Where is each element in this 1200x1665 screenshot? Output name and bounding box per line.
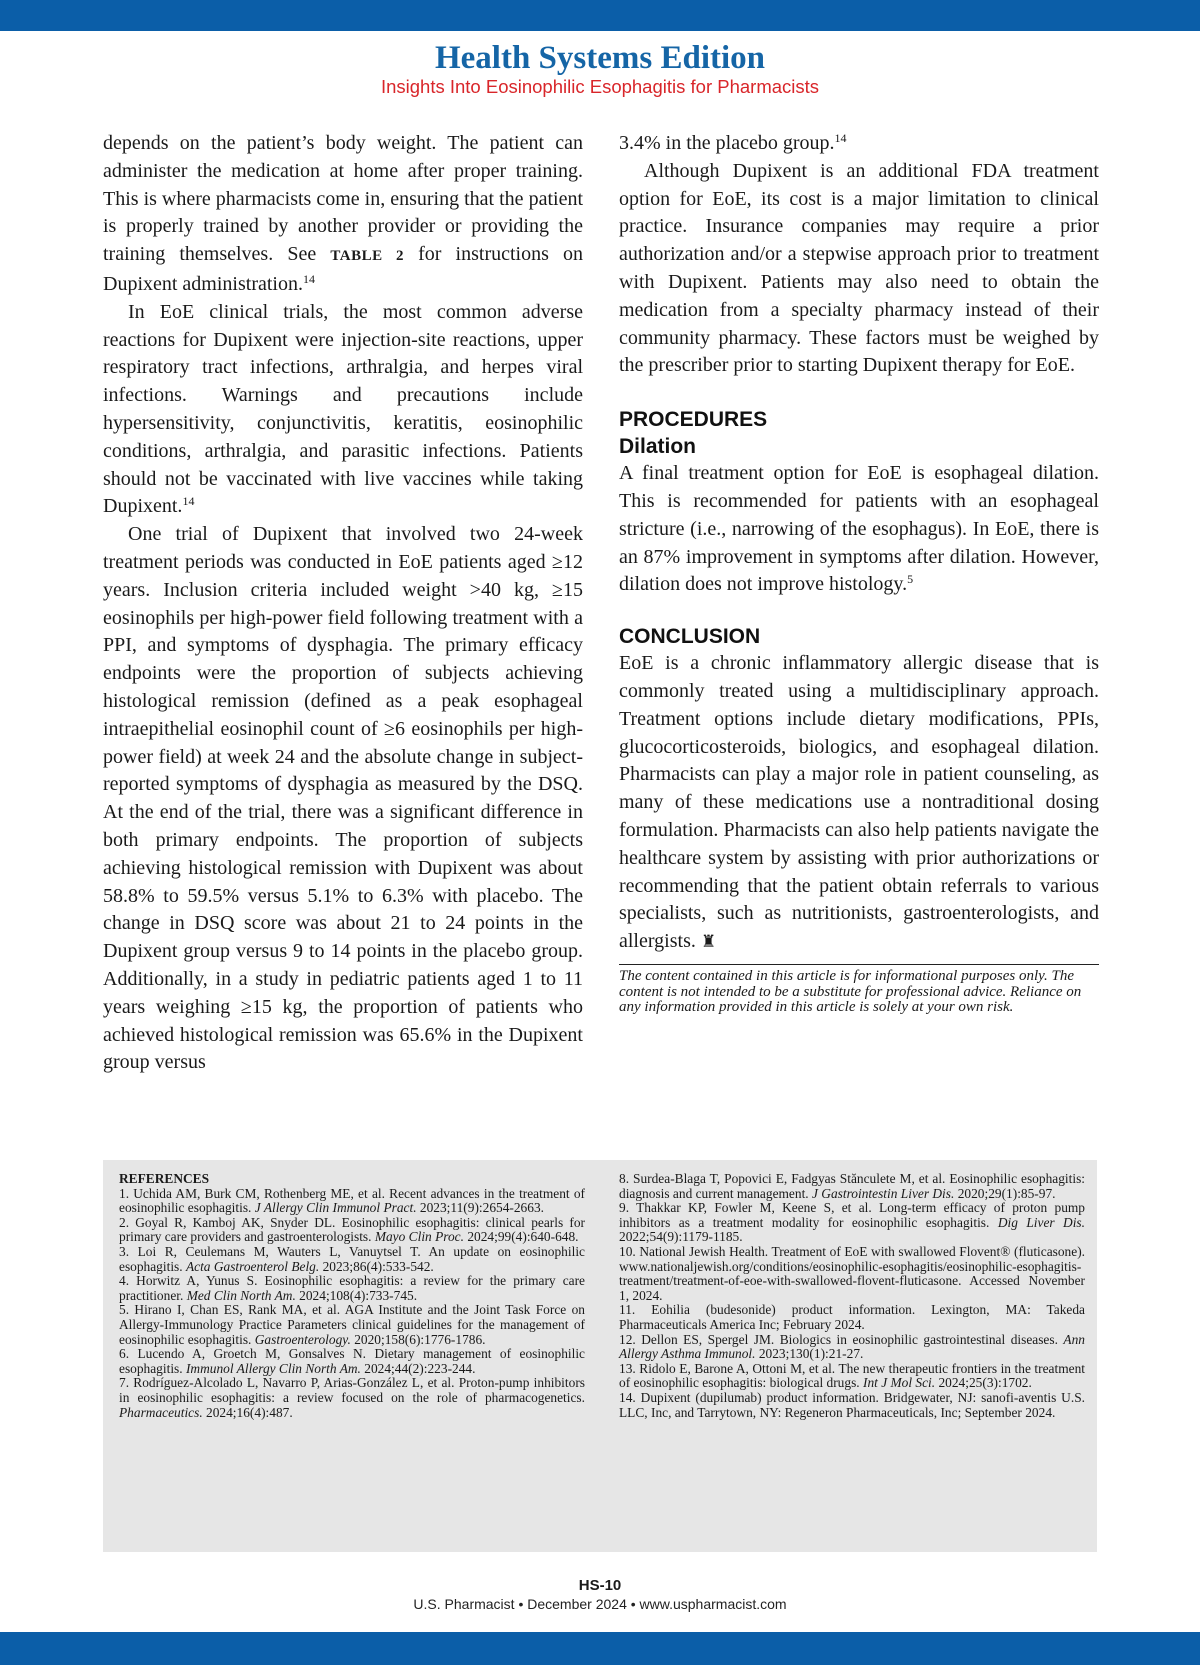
disclaimer: The content contained in this article is for informational purposes only. The content is not intended to be a substitute for professional advice. Reliance on any information provided in this article is solely at your own risk.: [619, 964, 1099, 1016]
reference-item: 8. Surdea-Blaga T, Popovici E, Fadgyas Stănculete M, et al. Eosinophilic esophagitis: diagnosis and current management. J Gastrointestin Liver Dis. 2020;29(1):85-97.: [619, 1171, 1085, 1201]
end-of-article-icon: ♜: [700, 932, 717, 953]
reference-item: 13. Ridolo E, Barone A, Ottoni M, et al. The new therapeutic frontiers in the treatment of eosinophilic esophagitis: biological drugs. Int J Mol Sci. 2024;25(3):1702.: [619, 1360, 1085, 1391]
reference-item: 12. Dellon ES, Spergel JM. Biologics in eosinophilic gastrointestinal diseases. Ann Allergy Asthma Immunol. 2023;130(1):21-27.: [619, 1331, 1085, 1362]
journal-name: J Gastrointestin Liver Dis.: [812, 1185, 955, 1201]
citation: 14: [182, 494, 195, 509]
conclusion-heading: CONCLUSION: [619, 625, 761, 649]
page-number: HS-10: [578, 1577, 622, 1594]
table-reference-link: TABLE 2: [330, 248, 404, 265]
references-box: [103, 1160, 1097, 1552]
article-subtitle: Insights Into Eosinophilic Esophagitis for Pharmacists: [380, 76, 820, 97]
paragraph: Although Dupixent is an additional FDA treatment option for EoE, its cost is a major limitation to clinical practice. Insurance companies may require a prior authorization and/or a stepwise approach prior to treatment with Dupixent. Patients may also need to obtain the medication from a specialty pharmacy instead of their community pharmacy. These factors must be weighed by the prescriber prior to starting Dupixent therapy for EoE.: [619, 159, 1099, 377]
paragraph: A final treatment option for EoE is esophageal dilation. This is recommended for patients with an esophageal stricture (i.e., narrowing of the esophagus). In EoE, there is an 87% improvement in symptoms after dilation. However, dilation does not improve histology.$^5$: [619, 462, 1099, 596]
reference-item: 2. Goyal R, Kamboj AK, Snyder DL. Eosinophilic esophagitis: clinical pearls for primary care providers and gastroenterologists. Mayo Clin Proc. 2024;99(4):640-648.: [119, 1214, 585, 1245]
page-footer: [0, 1577, 1200, 1614]
reference-item: 11. Eohilia (budesonide) product information. Lexington, MA: Takeda Pharmaceuticals America Inc; February 2024.: [619, 1302, 1085, 1332]
journal-name: Immunol Allergy Clin North Am.: [185, 1360, 361, 1376]
journal-name: Acta Gastroenterol Belg.: [185, 1258, 320, 1274]
paragraph: depends on the patient’s body weight. The patient can administer the medication at home after proper training. This is where pharmacists come in, ensuring that the patient is properly trained by another provider or providing the training themselves. See TABLE 2 for instructions on Dupixent administration.$^{14}$: [103, 132, 584, 295]
edition-title: Health Systems Edition: [434, 40, 766, 76]
reference-item: 10. National Jewish Health. Treatment of EoE with swallowed Flovent® (fluticasone). www.nationaljewish.org/conditions/eosinophilic-esophagitis/eosinophilic-esophagitis-treatment/treatment-of-eoe-with-swallowed-flovent-fluticasone. Accessed November 1, 2024.: [619, 1243, 1085, 1303]
paragraph: One trial of Dupixent that involved two 24-week treatment periods was conducted in EoE patients aged ≥12 years. Inclusion criteria included weight >40 kg, ≥15 eosinophils per high-power field following treatment with a PPI, and symptoms of dysphagia. The primary efficacy endpoints were the proportion of subjects achieving histological remission (defined as a peak esophageal intraepithelial eosinophil count of ≥6 eosinophils per high-power field) at week 24 and the absolute change in subject-reported symptoms of dysphagia as measured by the DSQ. At the end of the trial, there was a significant difference in both primary endpoints. The proportion of subjects achieving histological remission with Dupixent was about 58.8% to 59.5% versus 5.1% to 6.3% with placebo. The change in DSQ score was about 21 to 24 points in the Dupixent group versus 9 to 14 points in the placebo group. Additionally, in a study in pediatric patients aged 1 to 11 years weighing ≥15 kg, the proportion of patients who achieved histological remission was 65.6% in the Dupixent group versus: [103, 523, 583, 1074]
citation: 14: [302, 271, 315, 286]
journal-name: J Allergy Clin Immunol Pract.: [254, 1200, 417, 1216]
procedures-heading: PROCEDURES: [619, 408, 768, 432]
dilation-subheading: Dilation: [619, 435, 696, 459]
top-color-bar: [0, 0, 1200, 31]
journal-name: Ann Allergy Asthma Immunol.: [619, 1331, 1085, 1362]
paragraph: In EoE clinical trials, the most common adverse reactions for Dupixent were injection-site reactions, upper respiratory tract infections, arthralgia, and herpes viral infections. Warnings and precautions include hypersensitivity, conjunctivitis, keratitis, eosinophilic conditions, arthralgia, and parasitic infections. Patients should not be vaccinated with live vaccines while taking Dupixent.$^{14}$: [103, 300, 583, 518]
right-column: [619, 130, 1099, 1016]
masthead: [0, 40, 1200, 98]
citation: 14: [834, 131, 847, 145]
references-right-column: [619, 1172, 1085, 1420]
reference-item: 1. Uchida AM, Burk CM, Rothenberg ME, et al. Recent advances in the treatment of eosinophilic esophagitis. J Allergy Clin Immunol Pract. 2023;11(9):2654-2663.: [119, 1185, 585, 1216]
left-column: [103, 130, 583, 1077]
journal-name: Int J Mol Sci.: [862, 1375, 936, 1391]
reference-item: 6. Lucendo A, Groetch M, Gonsalves N. Dietary management of eosinophilic esophagitis. Immunol Allergy Clin North Am. 2024;44(2):223-244.: [119, 1346, 585, 1376]
bottom-color-bar: [0, 1632, 1200, 1665]
citation: 5: [907, 572, 914, 587]
journal-name: Med Clin North Am.: [186, 1287, 296, 1303]
paragraph: 3.4% in the placebo group.$^{14}$: [619, 131, 847, 154]
journal-name: Mayo Clin Proc.: [374, 1229, 464, 1245]
publication-line: U.S. Pharmacist • December 2024 • www.uspharmacist.com: [413, 1596, 787, 1612]
journal-name: Dig Liver Dis.: [997, 1214, 1085, 1230]
reference-item: 4. Horwitz A, Yunus S. Eosinophilic esophagitis: a review for the primary care practitioner. Med Clin North Am. 2024;108(4):733-745.: [119, 1273, 585, 1303]
references-title: REFERENCES: [119, 1171, 210, 1186]
journal-name: Gastroenterology.: [254, 1331, 351, 1347]
reference-item: 7. Rodríguez-Alcolado L, Navarro P, Arias-González L, et al. Proton-pump inhibitors in eosinophilic esophagitis: a review focused on the role of pharmacogenetics. Pharmaceutics. 2024;16(4):487.: [119, 1375, 585, 1420]
references-left-column: [119, 1172, 585, 1420]
reference-item: 5. Hirano I, Chan ES, Rank MA, et al. AGA Institute and the Joint Task Force on Allergy-Immunology Practice Parameters clinical guidelines for the management of eosinophilic esophagitis. Gastroenterology. 2020;158(6):1776-1786.: [119, 1302, 585, 1347]
journal-name: Pharmaceutics.: [119, 1404, 203, 1420]
reference-item: 3. Loi R, Ceulemans M, Wauters L, Vanuytsel T. An update on eosinophilic esophagitis. Acta Gastroenterol Belg. 2023;86(4):533-542.: [119, 1243, 585, 1274]
reference-item: 9. Thakkar KP, Fowler M, Keene S, et al. Long-term efficacy of proton pump inhibitors as a treatment modality for eosinophilic esophagitis. Dig Liver Dis. 2022;54(9):1179-1185.: [619, 1200, 1085, 1245]
reference-item: 14. Dupixent (dupilumab) product information. Bridgewater, NJ: sanofi-aventis U.S. LLC, Inc, and Tarrytown, NY: Regeneron Pharmaceuticals, Inc; September 2024.: [619, 1389, 1085, 1420]
paragraph: EoE is a chronic inflammatory allergic disease that is commonly treated using a multidisciplinary approach. Treatment options include dietary modifications, PPIs, glucocorticosteroids, biologics, and esophageal dilation. Pharmacists can play a major role in patient counseling, as many of these medications use a nontraditional dosing formulation. Pharmacists can also help patients navigate the healthcare system by assisting with prior authorizations or recommending that the patient obtain referrals to various specialists, such as nutritionists, gastroenterologists, and allergists. ♜: [619, 652, 1099, 953]
